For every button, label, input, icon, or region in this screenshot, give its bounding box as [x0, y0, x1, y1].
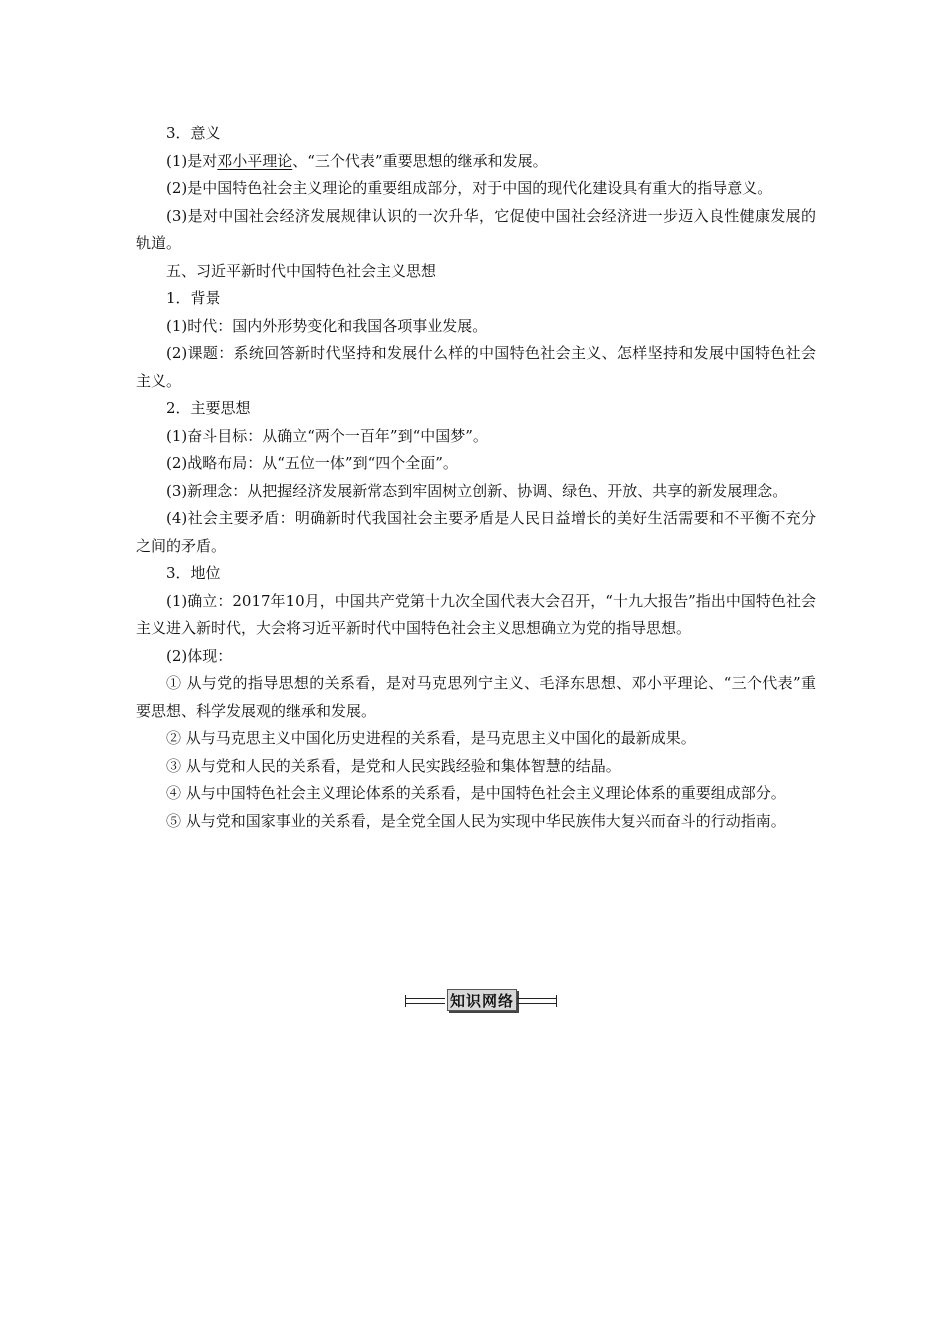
text-span: 、“三个代表”重要思想的继承和发展。: [292, 151, 548, 170]
list-item: ② 从与马克思主义中国化历史进程的关系看，是马克思主义中国化的最新成果。: [166, 729, 696, 747]
paragraph: (3)是对中国社会经济发展规律认识的一次升华，它促使中国社会经济进一步迈入良性健康发展的轨道。: [136, 206, 816, 252]
paragraph: (2)课题：系统回答新时代坚持和发展什么样的中国特色社会主义、怎样坚持和发展中国特色社会主义。: [136, 344, 816, 390]
list-item: ① 从与党的指导思想的关系看，是对马克思列宁主义、毛泽东思想、邓小平理论、“三个代表”重要思想、科学发展观的继承和发展。: [136, 674, 817, 720]
paragraph: (4)社会主要矛盾：明确新时代我国社会主要矛盾是人民日益增长的美好生活需要和不平衡不充分之间的矛盾。: [136, 509, 816, 555]
text-span: (1)是对: [166, 151, 218, 170]
banner-right-rule: [517, 998, 557, 1004]
document-body: [136, 120, 816, 835]
list-item: ④ 从与中国特色社会主义理论体系的关系看，是中国特色社会主义理论体系的重要组成部分。: [166, 784, 786, 802]
paragraph: (2)战略布局：从“五位一体”到“四个全面”。: [166, 454, 458, 472]
subheading-main-thoughts: 2．主要思想: [166, 399, 251, 417]
paragraph: (1)时代：国内外形势变化和我国各项事业发展。: [166, 316, 488, 335]
underlined-term: 邓小平理论: [217, 151, 293, 170]
paragraph: (2)体现：: [166, 646, 233, 665]
paragraph: (1)奋斗目标：从确立“两个一百年”到“中国梦”。: [166, 426, 488, 445]
knowledge-network-banner: [405, 988, 557, 1012]
subheading-background: 1．背景: [166, 289, 221, 307]
paragraph: (2)是中国特色社会主义理论的重要组成部分，对于中国的现代化建设具有重大的指导意义。: [166, 179, 773, 197]
section-heading: 五、习近平新时代中国特色社会主义思想: [166, 261, 437, 280]
banner-right-cap: [556, 995, 557, 1007]
heading-significance: 3．意义: [166, 124, 221, 142]
paragraph: (3)新理念：从把握经济发展新常态到牢固树立创新、协调、绿色、开放、共享的新发展理念。: [166, 481, 788, 500]
subheading-status: 3．地位: [166, 564, 221, 582]
paragraph: (1)确立：2017年10月，中国共产党第十九次全国代表大会召开，“十九大报告”指出中国特色社会主义进入新时代，大会将习近平新时代中国特色社会主义思想确立为党的指导思想。: [136, 591, 816, 637]
banner-title: 知识网络: [447, 989, 517, 1011]
paragraph: [136, 148, 816, 176]
list-item: ③ 从与党和人民的关系看，是党和人民实践经验和集体智慧的结晶。: [166, 756, 621, 775]
banner-left-rule: [405, 998, 445, 1004]
list-item: ⑤ 从与党和国家事业的关系看，是全党全国人民为实现中华民族伟大复兴而奋斗的行动指南。: [166, 811, 786, 830]
